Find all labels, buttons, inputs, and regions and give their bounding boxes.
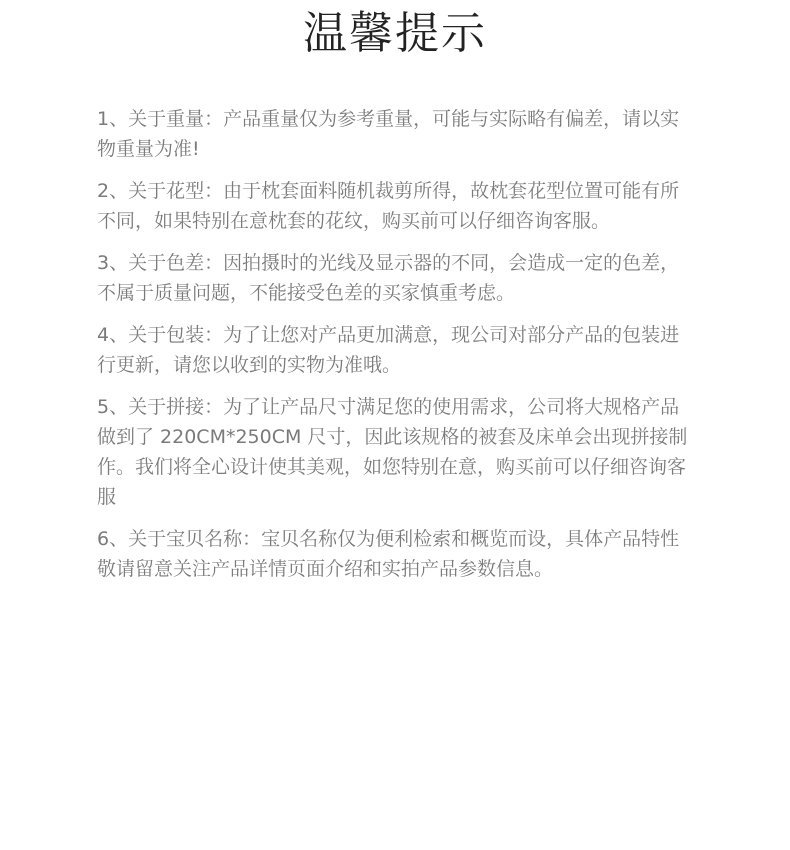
notice-list [97,104,697,596]
notice-item-packaging: 4、关于包装：为了让您对产品更加满意，现公司对部分产品的包装进行更新，请您以收到的实物为准哦。 [97,324,680,376]
page-title: 温馨提示 [303,8,487,59]
notice-item-product-name: 6、关于宝贝名称：宝贝名称仅为便利检索和概览而设，具体产品特性敬请留意关注产品详情页面介绍和实拍产品参数信息。 [97,528,680,580]
notice-item-splicing: 5、关于拼接：为了让产品尺寸满足您的使用需求，公司将大规格产品做到了 220CM*250CM 尺寸，因此该规格的被套及床单会出现拼接制作。我们将全心设计使其美观，如您特别在意，购买前可以仔细咨询客服 [97,396,688,508]
notice-item-color: 3、关于色差：因拍摄时的光线及显示器的不同，会造成一定的色差，不属于质量问题，不能接受色差的买家慎重考虑。 [97,252,680,304]
notice-item-weight: 1、关于重量：产品重量仅为参考重量，可能与实际略有偏差，请以实物重量为准! [97,108,680,160]
notice-item-pattern: 2、关于花型：由于枕套面料随机裁剪所得，故枕套花型位置可能有所不同，如果特别在意枕套的花纹，购买前可以仔细咨询客服。 [97,180,680,232]
